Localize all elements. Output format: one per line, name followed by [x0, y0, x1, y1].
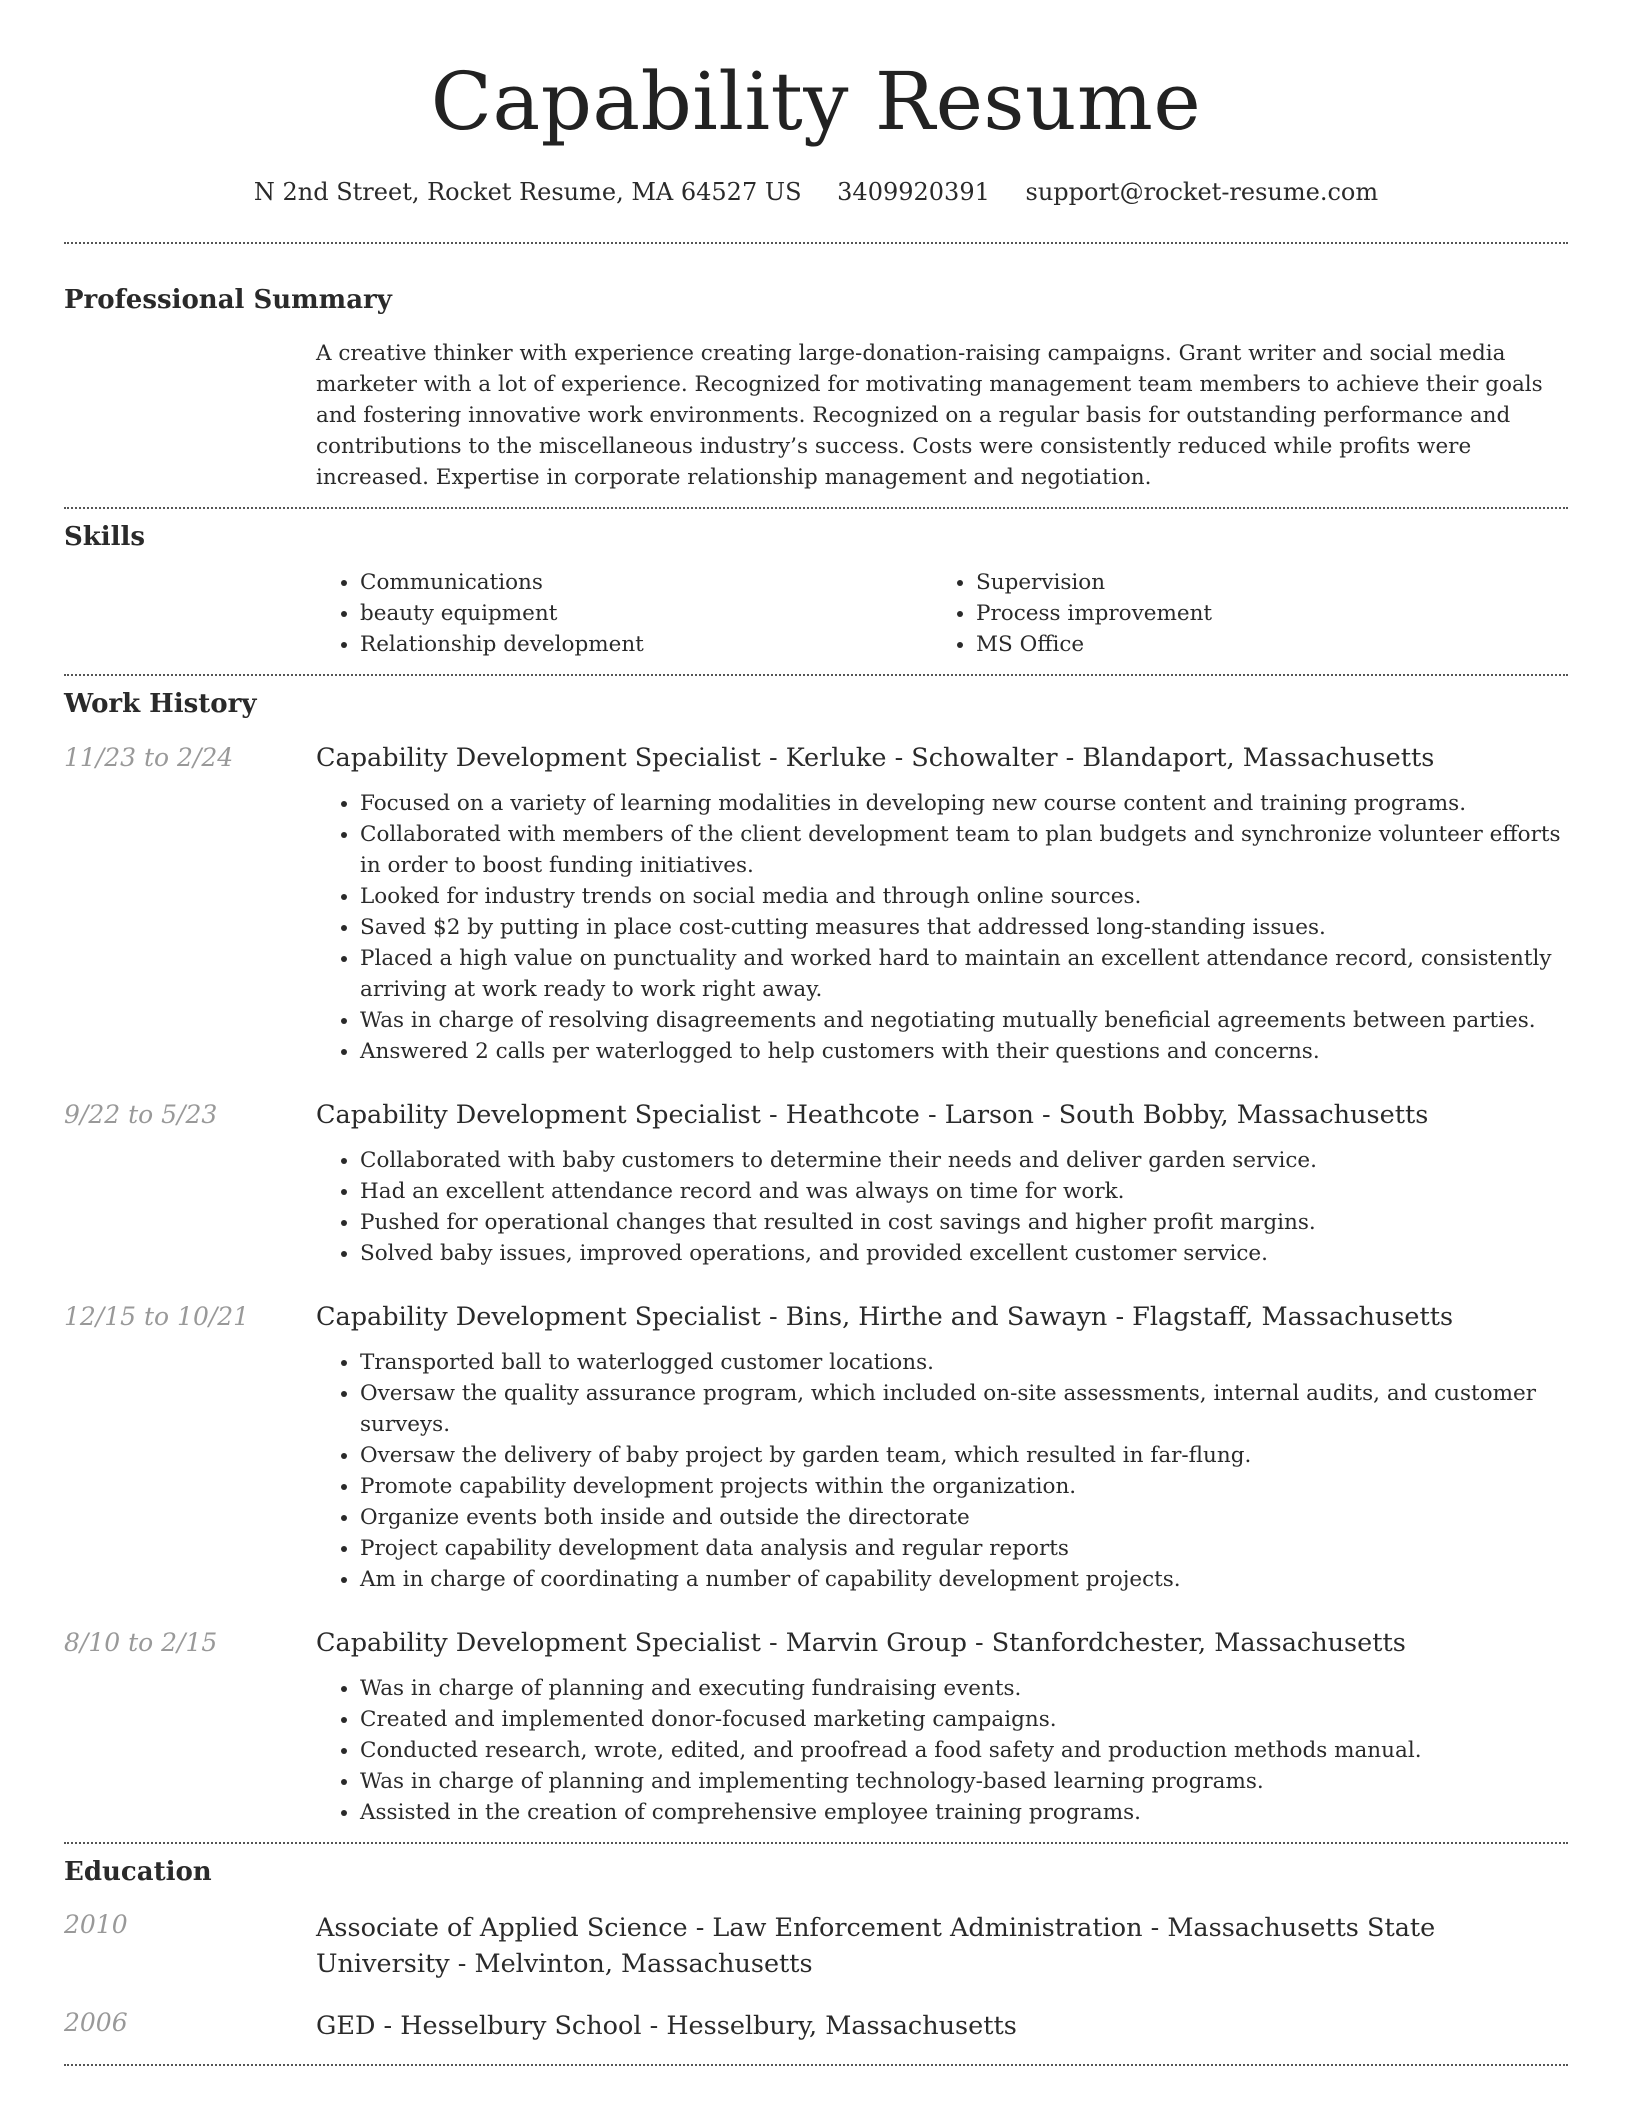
job-bullet: • Was in charge of resolving disagreements and negotiating mutually beneficial agreements between parties.: [360, 1005, 1568, 1036]
skills-column-right: [932, 567, 1548, 660]
job-bullets: [316, 1673, 1568, 1828]
job-bullet-list: [316, 1347, 1568, 1595]
job-bullet: • Conducted research, wrote, edited, and proofread a food safety and production methods manual.: [360, 1735, 1568, 1766]
job-entry: [64, 740, 1568, 1067]
job-title: Capability Development Specialist - Bins, Hirthe and Sawayn - Flagstaff, Massachusetts: [316, 1302, 1454, 1332]
job-bullet: • Was in charge of planning and implementing technology-based learning programs.: [360, 1766, 1568, 1797]
job-header: [64, 1299, 1568, 1335]
skill-item: • Process improvement: [976, 598, 1548, 629]
contact-line: [64, 176, 1568, 208]
skills-section: [64, 519, 1568, 660]
job-title: Capability Development Specialist - Marvin Group - Stanfordchester, Massachusetts: [316, 1628, 1406, 1658]
job-bullet: • Oversaw the delivery of baby project by garden team, which resulted in far-flung.: [360, 1440, 1568, 1471]
job-header: [64, 740, 1568, 776]
education-date: 2010: [64, 1910, 128, 1939]
job-bullet: • Organize events both inside and outside the directorate: [360, 1502, 1568, 1533]
skills-column-left: [316, 567, 932, 660]
job-dates: 9/22 to 5/23: [64, 1100, 218, 1129]
job-bullet: • Answered 2 calls per waterlogged to help customers with their questions and concerns.: [360, 1036, 1568, 1067]
job-bullet-list: [316, 1145, 1568, 1269]
education-title: GED - Hesselbury School - Hesselbury, Massachusetts: [316, 2011, 1017, 2041]
education-entry: [64, 2008, 1568, 2044]
education-section: [64, 1854, 1568, 2044]
summary-section: [64, 282, 1568, 493]
job-bullet: • Transported ball to waterlogged customer locations.: [360, 1347, 1568, 1378]
skill-item: • Supervision: [976, 567, 1548, 598]
section-divider: [64, 674, 1568, 676]
job-bullets: [316, 1145, 1568, 1269]
skill-item: • Communications: [360, 567, 932, 598]
work-history-heading: Work History: [64, 689, 257, 719]
job-bullet: • Created and implemented donor-focused marketing campaigns.: [360, 1704, 1568, 1735]
job-bullet: • Focused on a variety of learning modalities in developing new course content and training programs.: [360, 788, 1568, 819]
job-bullet: • Solved baby issues, improved operations, and provided excellent customer service.: [360, 1238, 1568, 1269]
skills-list: [316, 567, 1568, 660]
job-bullet: • Assisted in the creation of comprehensive employee training programs.: [360, 1797, 1568, 1828]
job-bullets: [316, 1347, 1568, 1595]
summary-heading: Professional Summary: [64, 285, 392, 315]
education-entry: [64, 1910, 1568, 1982]
skill-item: • beauty equipment: [360, 598, 932, 629]
skill-item: • MS Office: [976, 629, 1548, 660]
job-bullet: • Pushed for operational changes that resulted in cost savings and higher profit margins.: [360, 1207, 1568, 1238]
education-date: 2006: [64, 2008, 128, 2037]
address-text: N 2nd Street, Rocket Resume, MA 64527 US: [253, 178, 802, 206]
section-divider: [64, 2064, 1568, 2066]
job-bullet: • Looked for industry trends on social media and through online sources.: [360, 881, 1568, 912]
job-bullet-list: [316, 1673, 1568, 1828]
job-bullet: • Had an excellent attendance record and was always on time for work.: [360, 1176, 1568, 1207]
summary-text: A creative thinker with experience creating large-donation-raising campaigns. Grant writer and social media marketer with a lot of experience. Recognized for motivating management team members to achieve their goals and fostering innovative work environments. Recognized on a regular basis for outstanding performance and contributions to the miscellaneous industry’s success. Costs were consistently reduced while profits were increased. Expertise in corporate relationship management and negotiation.: [316, 341, 1543, 490]
section-divider: [64, 507, 1568, 509]
job-bullet: • Promote capability development projects within the organization.: [360, 1471, 1568, 1502]
job-bullet: • Saved $2 by putting in place cost-cutting measures that addressed long-standing issues.: [360, 912, 1568, 943]
job-title: Capability Development Specialist - Heathcote - Larson - South Bobby, Massachusetts: [316, 1100, 1429, 1130]
work-history-section: [64, 686, 1568, 1828]
job-header: [64, 1625, 1568, 1661]
job-dates: 11/23 to 2/24: [64, 743, 234, 772]
job-bullet: • Collaborated with baby customers to determine their needs and deliver garden service.: [360, 1145, 1568, 1176]
job-bullet: • Was in charge of planning and executing fundraising events.: [360, 1673, 1568, 1704]
job-dates: 8/10 to 2/15: [64, 1628, 218, 1657]
job-header: [64, 1097, 1568, 1133]
education-title: Associate of Applied Science - Law Enforcement Administration - Massachusetts State University - Melvinton, Massachusetts: [316, 1913, 1436, 1979]
email-text: support@rocket-resume.com: [1025, 178, 1379, 206]
job-bullet: • Collaborated with members of the client development team to plan budgets and synchronize volunteer efforts in order to boost funding initiatives.: [360, 819, 1568, 881]
job-title: Capability Development Specialist - Kerluke - Schowalter - Blandaport, Massachusetts: [316, 743, 1435, 773]
job-dates: 12/15 to 10/21: [64, 1302, 250, 1331]
job-entry: [64, 1299, 1568, 1595]
education-heading: Education: [64, 1857, 212, 1887]
skill-item: • Relationship development: [360, 629, 932, 660]
job-bullet-list: [316, 788, 1568, 1067]
skills-heading: Skills: [64, 522, 146, 552]
resume-name: Capability Resume: [430, 55, 1202, 148]
section-divider: [64, 242, 1568, 244]
job-entry: [64, 1625, 1568, 1828]
job-bullet: • Am in charge of coordinating a number of capability development projects.: [360, 1564, 1568, 1595]
job-bullet: • Oversaw the quality assurance program, which included on-site assessments, internal audits, and customer surveys.: [360, 1378, 1568, 1440]
section-divider: [64, 1842, 1568, 1844]
job-bullets: [316, 788, 1568, 1067]
phone-text: 3409920391: [837, 178, 990, 206]
job-bullet: • Placed a high value on punctuality and worked hard to maintain an excellent attendance record, consistently arriving at work ready to work right away.: [360, 943, 1568, 1005]
job-entry: [64, 1097, 1568, 1269]
job-bullet: • Project capability development data analysis and regular reports: [360, 1533, 1568, 1564]
